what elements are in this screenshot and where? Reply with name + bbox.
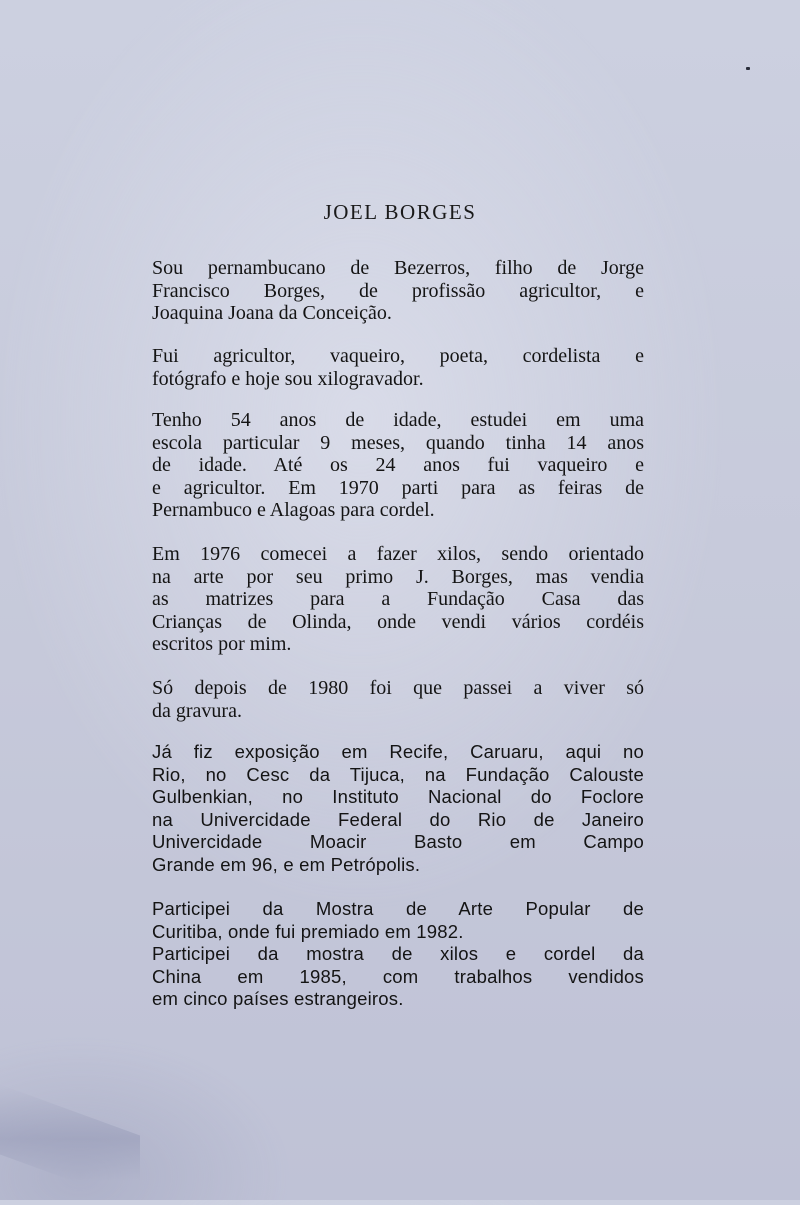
text-line: Participei da mostra de xilos e cordel da <box>152 943 644 964</box>
text-line: Francisco Borges, de profissão agricultor, e <box>152 279 644 302</box>
text-line: Crianças de Olinda, onde vendi vários cordéis <box>152 610 644 633</box>
paper-crease <box>0 1085 140 1205</box>
text-line: em cinco países estrangeiros. <box>152 988 404 1009</box>
text-line: escola particular 9 meses, quando tinha 14 anos <box>152 431 644 454</box>
ink-speck <box>746 67 750 70</box>
text-line: Pernambuco e Alagoas para cordel. <box>152 499 435 521</box>
paragraph-age-education <box>152 409 644 522</box>
paragraph-woodcut-start <box>152 543 644 656</box>
paragraph-living-engraving <box>152 677 644 722</box>
text-line: e agricultor. Em 1970 parti para as feiras de <box>152 476 644 499</box>
text-line: Tenho 54 anos de idade, estudei em uma <box>152 409 644 431</box>
text-line: Grande em 96, e em Petrópolis. <box>152 853 421 875</box>
paragraph-origin <box>152 257 644 325</box>
paragraph-occupations <box>152 345 644 390</box>
text-line: Sou pernambucano de Bezerros, filho de Jorge <box>152 257 644 279</box>
text-line: Participei da Mostra de Arte Popular de <box>152 898 644 919</box>
text-line: Curitiba, onde fui premiado em 1982. <box>152 920 464 942</box>
text-line: Rio, no Cesc da Tijuca, na Fundação Calouste <box>152 763 644 785</box>
text-line: Já fiz exposição em Recife, Caruaru, aqui no <box>152 741 644 762</box>
text-line: Só depois de 1980 foi que passei a viver só <box>152 677 644 699</box>
text-line: da gravura. <box>152 699 242 722</box>
paragraph-exhibitions <box>152 741 644 876</box>
text-line: Univercidade Moacir Basto em Campo <box>152 831 644 852</box>
text-line: Joaquina Joana da Conceição. <box>152 302 392 324</box>
text-line: Gulbenkian, no Instituto Nacional do Foclore <box>152 786 644 807</box>
text-line: China em 1985, com trabalhos vendidos <box>152 965 644 987</box>
text-line: Em 1976 comecei a fazer xilos, sendo orientado <box>152 543 644 565</box>
document-title: JOEL BORGES <box>323 200 477 224</box>
text-line: de idade. Até os 24 anos fui vaqueiro e <box>152 454 644 476</box>
text-line: na Univercidade Federal do Rio de Janeiro <box>152 808 644 830</box>
paragraph-awards <box>152 898 644 1011</box>
text-line: fotógrafo e hoje sou xilogravador. <box>152 367 424 390</box>
text-line: escritos por mim. <box>152 633 292 655</box>
text-line: as matrizes para a Fundação Casa das <box>152 588 644 610</box>
text-line: Fui agricultor, vaqueiro, poeta, cordelista e <box>152 345 644 367</box>
text-line: na arte por seu primo J. Borges, mas vendia <box>152 565 644 588</box>
